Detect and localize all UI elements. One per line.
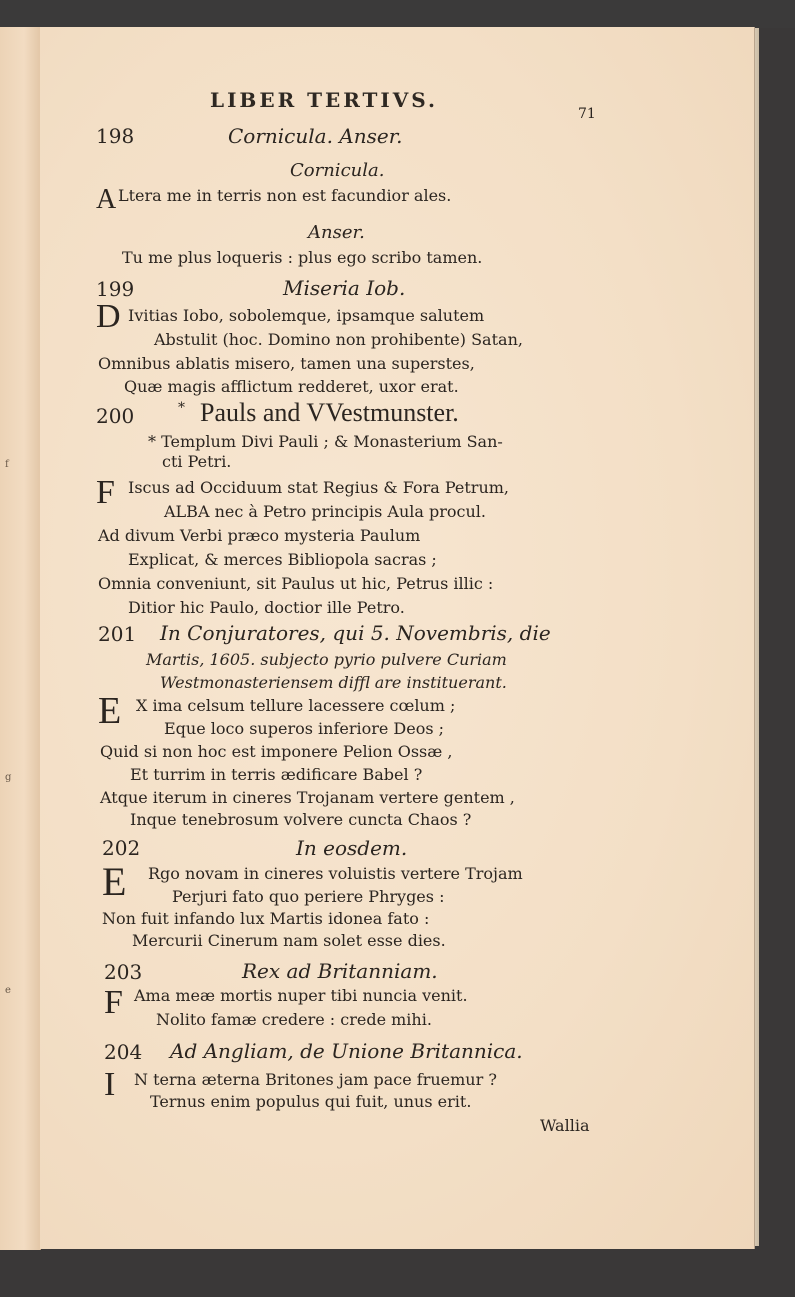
running-head: LIBER TERTIVS.: [210, 88, 438, 112]
scanner-backdrop: [0, 0, 795, 28]
verse-line: Ad divum Verbi præco mysteria Paulum: [98, 526, 421, 545]
verse-line: Mercurii Cinerum nam solet esse dies.: [132, 931, 446, 950]
drop-initial: F: [96, 474, 115, 511]
drop-initial: E: [98, 690, 122, 732]
folio-number: 71: [578, 106, 596, 122]
margin-mark: e: [5, 985, 11, 996]
epigram-number: 200: [96, 404, 135, 428]
verse-line: Quid si non hoc est imponere Pelion Ossæ ,: [100, 742, 453, 761]
verse-line: Explicat, & merces Bibliopola sacras ;: [128, 550, 437, 569]
epigram-title: Westmonasteriensem diffl are instituerant.: [160, 673, 507, 692]
drop-initial: D: [96, 298, 121, 335]
footnote-marker: *: [178, 400, 185, 416]
epigram-title: Miseria Iob.: [283, 276, 406, 300]
verse-line: Non fuit infando lux Martis idonea fato :: [102, 909, 430, 928]
epigram-title: Martis, 1605. subjecto pyrio pulvere Curiam: [146, 650, 507, 669]
drop-initial: I: [104, 1066, 116, 1103]
epigram-title: Ad Angliam, de Unione Britannica.: [170, 1039, 523, 1063]
verse-line: Omnibus ablatis misero, tamen una superstes,: [98, 354, 475, 373]
page-fore-edge: [754, 28, 759, 1246]
epigram-number: 199: [96, 277, 135, 301]
epigram-title: In eosdem.: [296, 836, 408, 860]
verse-line: Omnia conveniunt, sit Paulus ut hic, Petrus illic :: [98, 574, 494, 593]
verse-line: Iscus ad Occiduum stat Regius & Fora Petrum,: [128, 478, 510, 497]
verse-line: Inque tenebrosum volvere cuncta Chaos ?: [130, 810, 472, 829]
speaker-label: Anser.: [308, 222, 365, 243]
catchword: Wallia: [540, 1116, 590, 1135]
epigram-title: Rex ad Britanniam.: [242, 959, 438, 983]
previous-page-edge: [0, 27, 41, 1250]
verse-line: Ditior hic Paulo, doctior ille Petro.: [128, 598, 405, 617]
epigram-title: Cornicula. Anser.: [228, 124, 403, 148]
verse-line: Ivitias Iobo, sobolemque, ipsamque salutem: [128, 306, 485, 325]
margin-mark: f: [5, 459, 9, 470]
drop-initial: A: [96, 184, 117, 215]
marginal-note: cti Petri.: [162, 452, 232, 471]
verse-line: Atque iterum in cineres Trojanam vertere gentem ,: [100, 788, 515, 807]
verse-line: Ltera me in terris non est facundior ales.: [118, 186, 452, 205]
verse-line: Eque loco superos inferiore Deos ;: [164, 719, 445, 738]
verse-line: Quæ magis afflictum redderet, uxor erat.: [124, 377, 459, 396]
speaker-label: Cornicula.: [290, 160, 385, 181]
epigram-number: 204: [104, 1040, 143, 1064]
verse-line: Abstulit (hoc. Domino non prohibente) Satan,: [154, 330, 523, 349]
drop-initial: E: [102, 859, 127, 904]
drop-initial: F: [104, 984, 123, 1021]
epigram-number: 202: [102, 836, 141, 860]
verse-line: Nolito famæ credere : crede mihi.: [156, 1010, 432, 1029]
verse-line: Ama meæ mortis nuper tibi nuncia venit.: [134, 986, 468, 1005]
verse-line: N terna æterna Britones jam pace fruemur ?: [134, 1070, 497, 1089]
verse-line: Perjuri fato quo periere Phryges :: [172, 887, 445, 906]
verse-line: ALBA nec à Petro principis Aula procul.: [164, 502, 486, 521]
epigram-title: Pauls and VVestmunster.: [200, 398, 459, 427]
verse-line: Rgo novam in cineres voluistis vertere Trojam: [148, 864, 523, 883]
margin-mark: g: [5, 772, 12, 783]
verse-line: Ternus enim populus qui fuit, unus erit.: [150, 1092, 472, 1111]
epigram-number: 198: [96, 124, 135, 148]
epigram-number: 203: [104, 960, 143, 984]
epigram-number: 201: [98, 622, 137, 646]
verse-line: Tu me plus loqueris : plus ego scribo tamen.: [122, 248, 483, 267]
verse-line: X ima celsum tellure lacessere cœlum ;: [136, 696, 456, 715]
verse-line: Et turrim in terris ædificare Babel ?: [130, 765, 423, 784]
epigram-title: In Conjuratores, qui 5. Novembris, die: [160, 621, 551, 645]
marginal-note: * Templum Divi Pauli ; & Monasterium San-: [148, 432, 503, 451]
